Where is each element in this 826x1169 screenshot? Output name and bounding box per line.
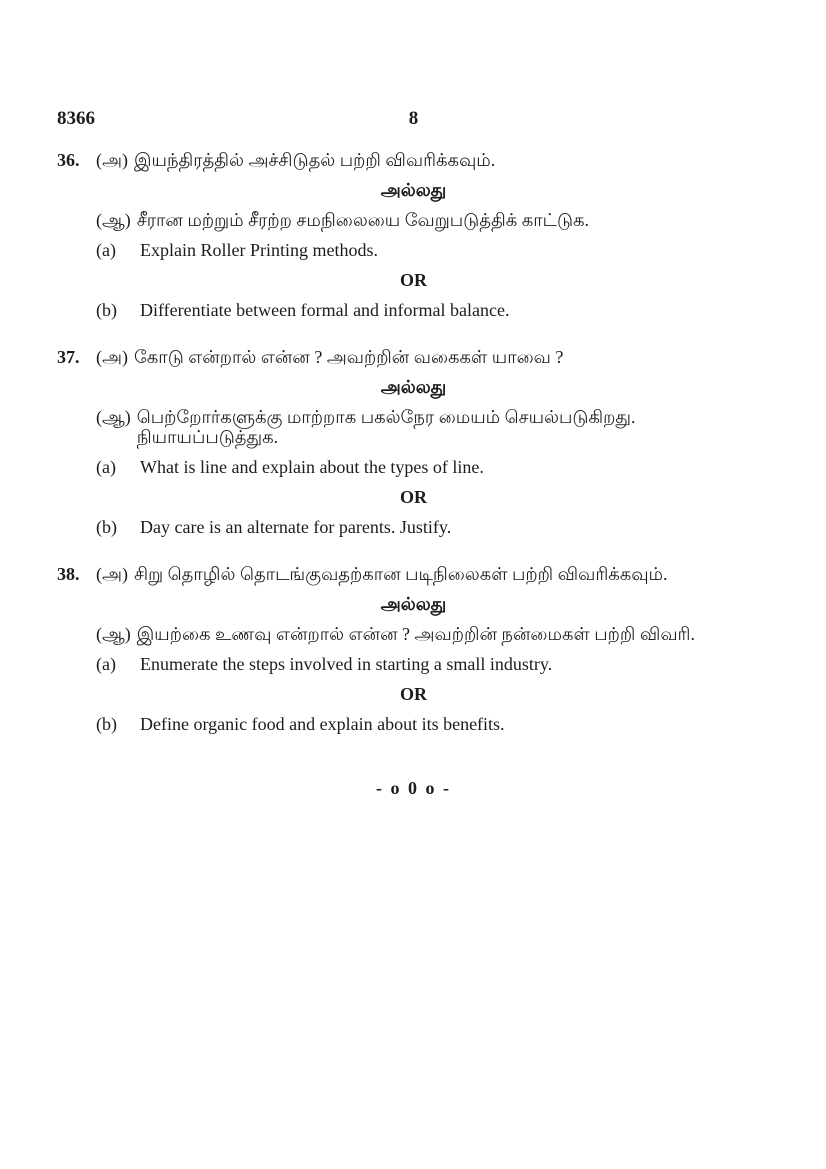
tamil-option-b-text: சீரான மற்றும் சீரற்ற சமநிலையை வேறுபடுத்திக் காட்டுக. — [136, 210, 590, 230]
tamil-option-a-label: (அ) — [96, 347, 128, 367]
or-separator-tamil: அல்லது — [380, 377, 447, 397]
question-36-english-a-row — [57, 240, 770, 260]
question-38-english-a-row — [57, 654, 770, 674]
english-option-a-label: (a) — [96, 240, 116, 260]
or-separator-english: OR — [400, 487, 427, 507]
question-36-tamil-b-row — [57, 210, 770, 230]
question-38-english-b-row — [57, 714, 770, 734]
english-option-a-text: Explain Roller Printing methods. — [140, 240, 378, 260]
english-option-a-label: (a) — [96, 457, 116, 477]
english-option-a-text: What is line and explain about the types of line. — [140, 457, 484, 477]
document-code: 8366 — [57, 108, 95, 129]
or-separator-english: OR — [400, 270, 427, 290]
question-number: 37. — [57, 347, 80, 367]
tamil-option-b-text: இயற்கை உணவு என்றால் என்ன ? அவற்றின் நன்மைகள் பற்றி விவரி. — [136, 624, 696, 644]
question-37-tamil-b-row — [57, 407, 770, 447]
question-number: 38. — [57, 564, 80, 584]
question-37-tamil-a-row — [57, 347, 770, 367]
question-36-english-b-row — [57, 300, 770, 320]
english-option-b-text: Define organic food and explain about its benefits. — [140, 714, 505, 734]
english-option-b-label: (b) — [96, 300, 117, 320]
tamil-option-a-label: (அ) — [96, 564, 128, 584]
or-separator-tamil: அல்லது — [380, 180, 447, 200]
english-option-a-text: Enumerate the steps involved in starting a small industry. — [140, 654, 553, 674]
tamil-option-b-label: (ஆ) — [96, 624, 131, 644]
english-option-b-text: Day care is an alternate for parents. Justify. — [140, 517, 452, 537]
or-separator-english: OR — [400, 684, 427, 704]
tamil-option-a-text: சிறு தொழில் தொடங்குவதற்கான படிநிலைகள் பற்றி விவரிக்கவும். — [134, 564, 668, 584]
question-37-english-b-row — [57, 517, 770, 537]
tamil-option-b-text: பெற்றோர்களுக்கு மாற்றாக பகல்நேர மையம் செயல்படுகிறது. நியாயப்படுத்துக. — [136, 407, 636, 447]
tamil-option-a-text: இயந்திரத்தில் அச்சிடுதல் பற்றி விவரிக்கவும். — [134, 150, 496, 170]
english-option-b-label: (b) — [96, 517, 117, 537]
question-37 — [57, 347, 770, 537]
question-37-english-a-row — [57, 457, 770, 477]
or-separator-tamil: அல்லது — [380, 594, 447, 614]
page-content — [57, 108, 770, 799]
tamil-option-b-label: (ஆ) — [96, 210, 131, 230]
english-option-b-text: Differentiate between formal and informal balance. — [140, 300, 510, 320]
page-header — [57, 108, 770, 130]
question-36 — [57, 150, 770, 320]
end-marker: - o 0 o - — [376, 778, 451, 798]
page-number: 8 — [408, 108, 419, 129]
english-option-a-label: (a) — [96, 654, 116, 674]
question-number: 36. — [57, 150, 80, 170]
tamil-option-b-label: (ஆ) — [96, 407, 131, 427]
question-38-tamil-a-row — [57, 564, 770, 584]
tamil-option-a-text: கோடு என்றால் என்ன ? அவற்றின் வகைகள் யாவை ? — [134, 347, 564, 367]
question-38-tamil-b-row — [57, 624, 770, 644]
question-38 — [57, 564, 770, 734]
english-option-b-label: (b) — [96, 714, 117, 734]
question-36-tamil-a-row — [57, 150, 770, 170]
tamil-option-a-label: (அ) — [96, 150, 128, 170]
